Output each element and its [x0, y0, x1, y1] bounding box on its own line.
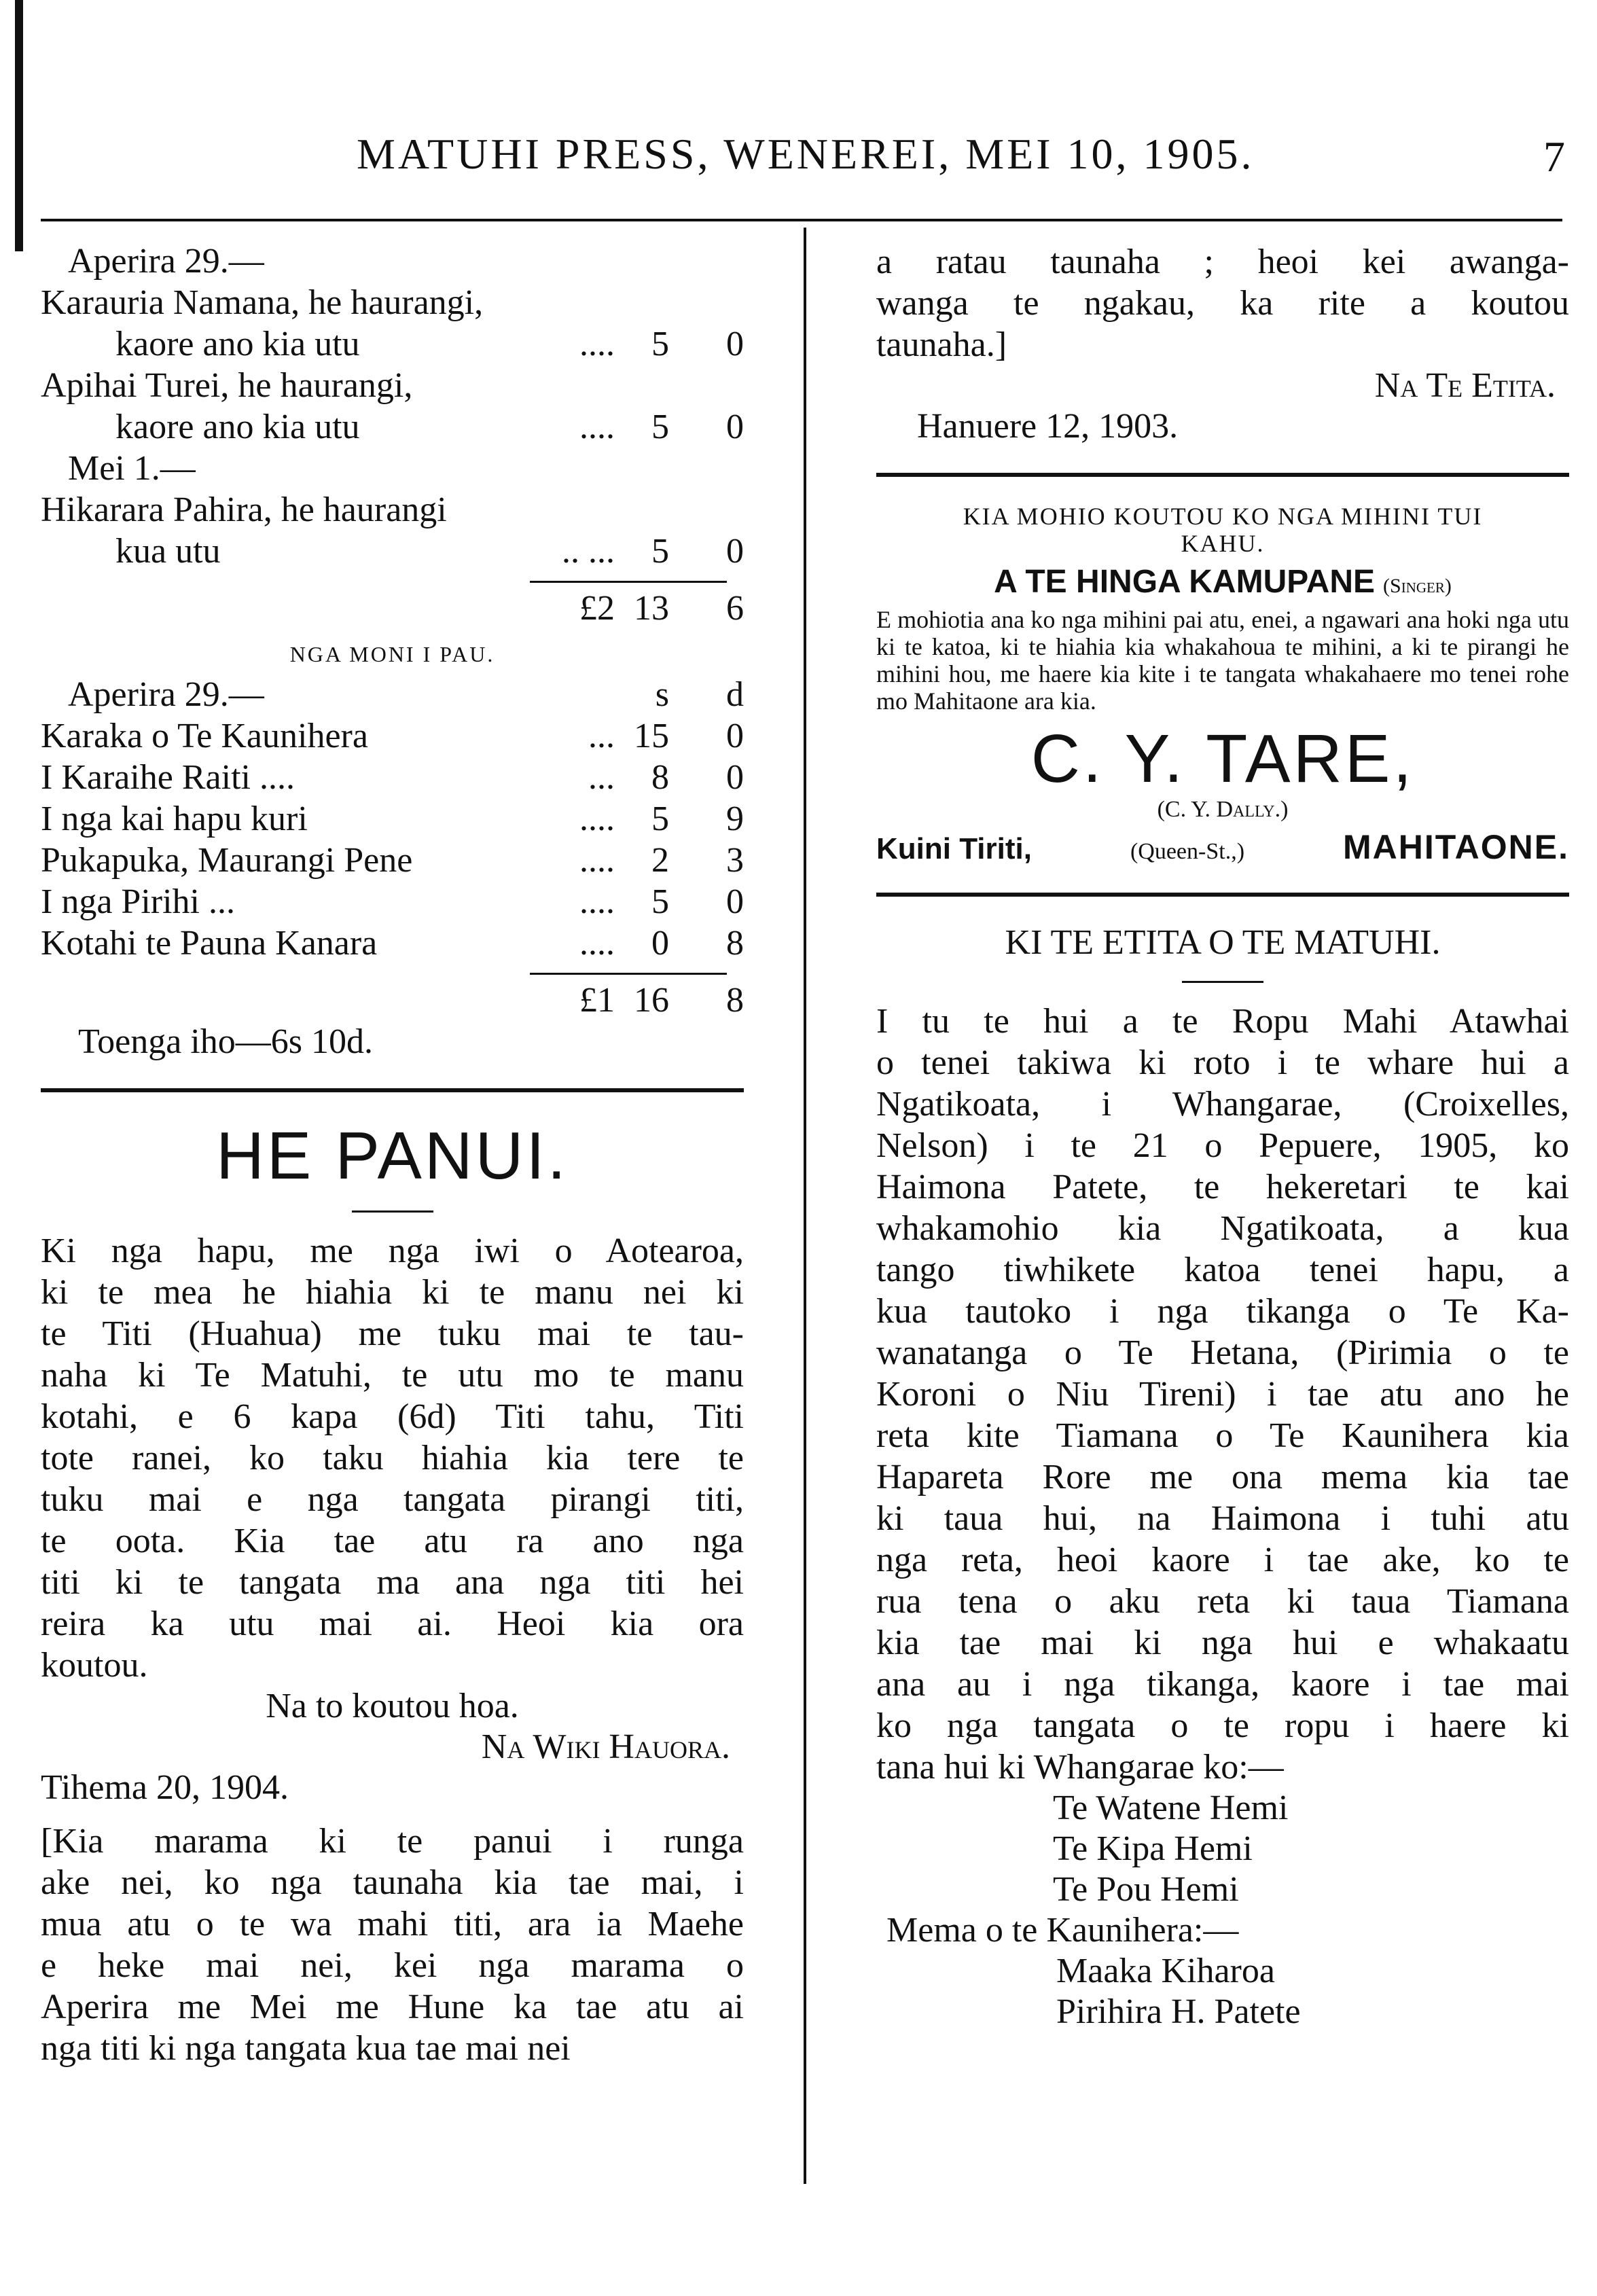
- shillings: 5: [651, 408, 669, 446]
- receipt-text: kaore ano kia utu: [115, 408, 360, 446]
- notice-line: naha ki Te Matuhi, te utu mo te manu: [41, 1356, 744, 1395]
- receipts-total: [41, 588, 744, 630]
- payments-date: Aperira 29.—: [68, 675, 264, 714]
- payment-row: [41, 757, 744, 799]
- pence: 0: [726, 882, 744, 921]
- leader-dots: .. ...: [562, 532, 615, 571]
- notice-body: [41, 1230, 744, 1686]
- letter-line: Haimona Patete, te hekeretari te kai: [876, 1168, 1569, 1206]
- payments-date-row: [41, 675, 744, 716]
- editor-signature: Na Te Etita.: [1374, 366, 1556, 405]
- editor-note-line: nga titi ki nga tangata kua tae mai nei: [41, 2029, 571, 2068]
- member-name: Te Pou Hemi: [1053, 1870, 1239, 1909]
- receipts-list: [41, 241, 744, 573]
- advert-address: [876, 827, 1569, 867]
- editor-note-line: wanga te ngakau, ka rite a koutou: [876, 284, 1569, 323]
- advert-town: MAHITAONE.: [1343, 828, 1569, 866]
- letter-line: whakamohio kia Ngatikoata, a kua: [876, 1209, 1569, 1248]
- shillings: 5: [651, 800, 669, 838]
- payment-row: [41, 840, 744, 882]
- column-divider: [804, 228, 806, 2184]
- payment-text: I nga Pirihi ...: [41, 882, 235, 921]
- letter-line: ki taua hui, na Haimona i tuhi atu: [876, 1499, 1569, 1538]
- advert-street: Kuini Tiriti,: [876, 832, 1032, 865]
- left-column: [41, 241, 744, 2069]
- letter-line: kia tae mai ki nga hui e whakaatu: [876, 1624, 1569, 1662]
- notice-line: Ki nga hapu, me nga iwi o Aotearoa,: [41, 1232, 744, 1270]
- notice-date: Tihema 20, 1904.: [41, 1768, 289, 1807]
- notice-heading: HE PANUI.: [216, 1118, 569, 1193]
- receipt-item: Karauria Namana, he haurangi,: [41, 283, 484, 322]
- member-list: [876, 1788, 1569, 1910]
- letter-line: reta kite Tiamana o Te Kaunihera kia: [876, 1416, 1569, 1455]
- notice-line: tuku mai e nga tangata pirangi titi,: [41, 1480, 744, 1519]
- payment-text: Pukapuka, Maurangi Pene: [41, 841, 413, 880]
- letter-heading: KI TE ETITA O TE MATUHI.: [1005, 923, 1441, 962]
- sewing-machine-advert: [876, 503, 1569, 867]
- margin-bar: [15, 0, 23, 251]
- right-column: [876, 241, 1569, 2032]
- payment-text: I nga kai hapu kuri: [41, 800, 308, 838]
- receipt-row: [41, 531, 744, 573]
- notice-line: ki te mea he hiahia ki te manu nei ki: [41, 1273, 744, 1312]
- section-rule: [41, 1088, 744, 1092]
- section-rule: [876, 893, 1569, 897]
- editor-note-line: Aperira me Mei me Hune ka tae atu ai: [41, 1988, 744, 2026]
- shillings: 5: [651, 882, 669, 921]
- receipt-item: Apihai Turei, he haurangi,: [41, 366, 413, 405]
- advert-company-en: (Singer): [1383, 575, 1452, 597]
- letter-body: [876, 1001, 1569, 1788]
- masthead-title: MATUHI PRESS, WENEREI, MEI 10, 1905.: [357, 130, 1255, 178]
- shillings-header: s: [655, 675, 669, 714]
- leader-dots: ...: [588, 717, 615, 755]
- notice-line: kotahi, e 6 kapa (6d) Titi tahu, Titi: [41, 1397, 744, 1436]
- receipt-row: [41, 324, 744, 365]
- editor-note-line: ake nei, ko nga taunaha kia tae mai, i: [41, 1863, 744, 1902]
- editor-note-line: e heke mai nei, kei nga marama o: [41, 1946, 744, 1985]
- payments-total: [41, 980, 744, 1022]
- member-name: Te Watene Hemi: [1053, 1789, 1289, 1827]
- letter-line: ana au i nga tikanga, kaore i tae mai: [876, 1665, 1569, 1704]
- letter-line: Nelson) i te 21 o Pepuere, 1905, ko: [876, 1126, 1569, 1165]
- pence: 3: [726, 841, 744, 880]
- receipt-text: kua utu: [115, 532, 221, 571]
- editor-note-line: a ratau taunaha ; heoi kei awanga-: [876, 243, 1569, 281]
- heading-rule: [352, 1210, 433, 1213]
- shillings: 2: [651, 841, 669, 880]
- receipt-text: kaore ano kia utu: [115, 325, 360, 363]
- letter-line: Ngatikoata, i Whangarae, (Croixelles,: [876, 1085, 1569, 1124]
- advert-body: E mohiotia ana ko nga mihini pai atu, enei, a ngawari ana hoki nga utu ki te katoa, ki te hiahia kia whakahoua te mihini, a ki te pirangi he mihini hou, me haere kia kite i te tangata whakahaere mo tenei rohe mo Mahitaone ara kia.: [876, 606, 1569, 715]
- payments-heading: NGA MONI I PAU.: [289, 642, 495, 666]
- header-rule: [41, 219, 1562, 221]
- pence-header: d: [726, 675, 744, 714]
- receipt-date: Mei 1.—: [68, 449, 196, 488]
- heading-rule: [1182, 981, 1263, 983]
- council-member-list: [876, 1951, 1569, 2032]
- page-header: [0, 129, 1597, 190]
- council-member-name: Pirihira H. Patete: [1056, 1992, 1301, 2031]
- receipt-date: Aperira 29.—: [68, 242, 264, 281]
- letter-line: kua tautoko i nga tikanga o Te Ka-: [876, 1292, 1569, 1331]
- total-shillings: 13: [634, 589, 669, 628]
- payment-text: Karaka o Te Kaunihera: [41, 717, 368, 755]
- balance-line: Toenga iho—6s 10d.: [78, 1022, 373, 1061]
- page-number: 7: [1543, 132, 1565, 181]
- letter-line: rua tena o aku reta ki taua Tiamana: [876, 1582, 1569, 1621]
- payment-row: [41, 882, 744, 923]
- payment-row: [41, 923, 744, 965]
- advert-street-en: (Queen-St.,): [1130, 839, 1245, 864]
- total-pence: 8: [726, 981, 744, 1020]
- letter-line: o tenei takiwa ki roto i te whare hui a: [876, 1043, 1569, 1082]
- leader-dots: ....: [579, 841, 615, 880]
- editor-note-line: taunaha.]: [876, 325, 1007, 364]
- leader-dots: ....: [579, 800, 615, 838]
- advert-agent: C. Y. TARE,: [1030, 721, 1415, 797]
- total-pounds: £2: [579, 589, 615, 628]
- letter-line: tango tiwhikete katoa tenei hapu, a: [876, 1251, 1569, 1289]
- payments-list: [41, 716, 744, 965]
- council-members-label: Mema o te Kaunihera:—: [886, 1911, 1239, 1950]
- pence: 0: [726, 717, 744, 755]
- advert-company: A TE HINGA KAMUPANE: [994, 564, 1376, 600]
- receipt-row: [41, 407, 744, 448]
- leader-dots: ....: [579, 408, 615, 446]
- leader-dots: ....: [579, 325, 615, 363]
- notice-signature: Na Wiki Hauora.: [481, 1727, 730, 1766]
- shillings: 5: [651, 532, 669, 571]
- advert-company-line: [876, 562, 1569, 606]
- shillings: 8: [651, 758, 669, 797]
- total-pence: 6: [726, 589, 744, 628]
- notice-line: tote ranei, ko taku hiahia kia tere te: [41, 1439, 744, 1477]
- shillings: 0: [651, 924, 669, 963]
- pence: 0: [726, 532, 744, 571]
- letter-line: wanatanga o Te Hetana, (Pirimia o te: [876, 1333, 1569, 1372]
- receipt-item: Hikarara Pahira, he haurangi: [41, 490, 447, 529]
- notice-line: te oota. Kia tae atu ra ano nga: [41, 1522, 744, 1560]
- payment-text: Kotahi te Pauna Kanara: [41, 924, 378, 963]
- pence: 0: [726, 408, 744, 446]
- payment-row: [41, 799, 744, 840]
- notice-line: te Titi (Huahua) me tuku mai te tau-: [41, 1314, 744, 1353]
- total-rule: [530, 973, 727, 975]
- letter-line: ko nga tangata o te ropu i haere ki: [876, 1706, 1569, 1745]
- advert-agent-en: (C. Y. Dally.): [1157, 797, 1289, 822]
- letter-line: I tu te hui a te Ropu Mahi Atawhai: [876, 1002, 1569, 1041]
- notice-line: titi ki te tangata ma ana nga titi hei: [41, 1563, 744, 1602]
- pence: 9: [726, 800, 744, 838]
- payment-row: [41, 716, 744, 757]
- advert-heading: KIA MOHIO KOUTOU KO NGA MIHINI TUI KAHU.: [963, 503, 1483, 557]
- payment-text: I Karaihe Raiti ....: [41, 758, 295, 797]
- shillings: 15: [634, 717, 669, 755]
- total-rule: [530, 581, 727, 583]
- leader-dots: ....: [579, 882, 615, 921]
- notice-closing: Na to koutou hoa.: [266, 1687, 519, 1725]
- total-shillings: 16: [634, 981, 669, 1020]
- pence: 8: [726, 924, 744, 963]
- editor-note-line: mua atu o te wa mahi titi, ara ia Maehe: [41, 1905, 744, 1943]
- notice-line: reira ka utu mai ai. Heoi kia ora: [41, 1604, 744, 1643]
- section-rule: [876, 473, 1569, 477]
- editor-note-continued: [876, 241, 1569, 365]
- council-member-name: Maaka Kiharoa: [1056, 1952, 1275, 1990]
- pence: 0: [726, 758, 744, 797]
- editor-note-line: [Kia marama ki te panui i runga: [41, 1822, 744, 1861]
- letter-line: nga reta, heoi kaore i tae ake, ko te: [876, 1541, 1569, 1579]
- leader-dots: ....: [579, 924, 615, 963]
- total-pounds: £1: [579, 981, 615, 1020]
- editor-date: Hanuere 12, 1903.: [917, 407, 1179, 446]
- pence: 0: [726, 325, 744, 363]
- shillings: 5: [651, 325, 669, 363]
- notice-line: koutou.: [41, 1646, 148, 1685]
- member-name: Te Kipa Hemi: [1053, 1829, 1253, 1868]
- letter-line: Koroni o Niu Tireni) i tae atu ano he: [876, 1375, 1569, 1414]
- letter-line: tana hui ki Whangarae ko:—: [876, 1748, 1284, 1787]
- letter-line: Hapareta Rore me ona mema kia tae: [876, 1458, 1569, 1496]
- leader-dots: ...: [588, 758, 615, 797]
- editor-note: [41, 1820, 744, 2069]
